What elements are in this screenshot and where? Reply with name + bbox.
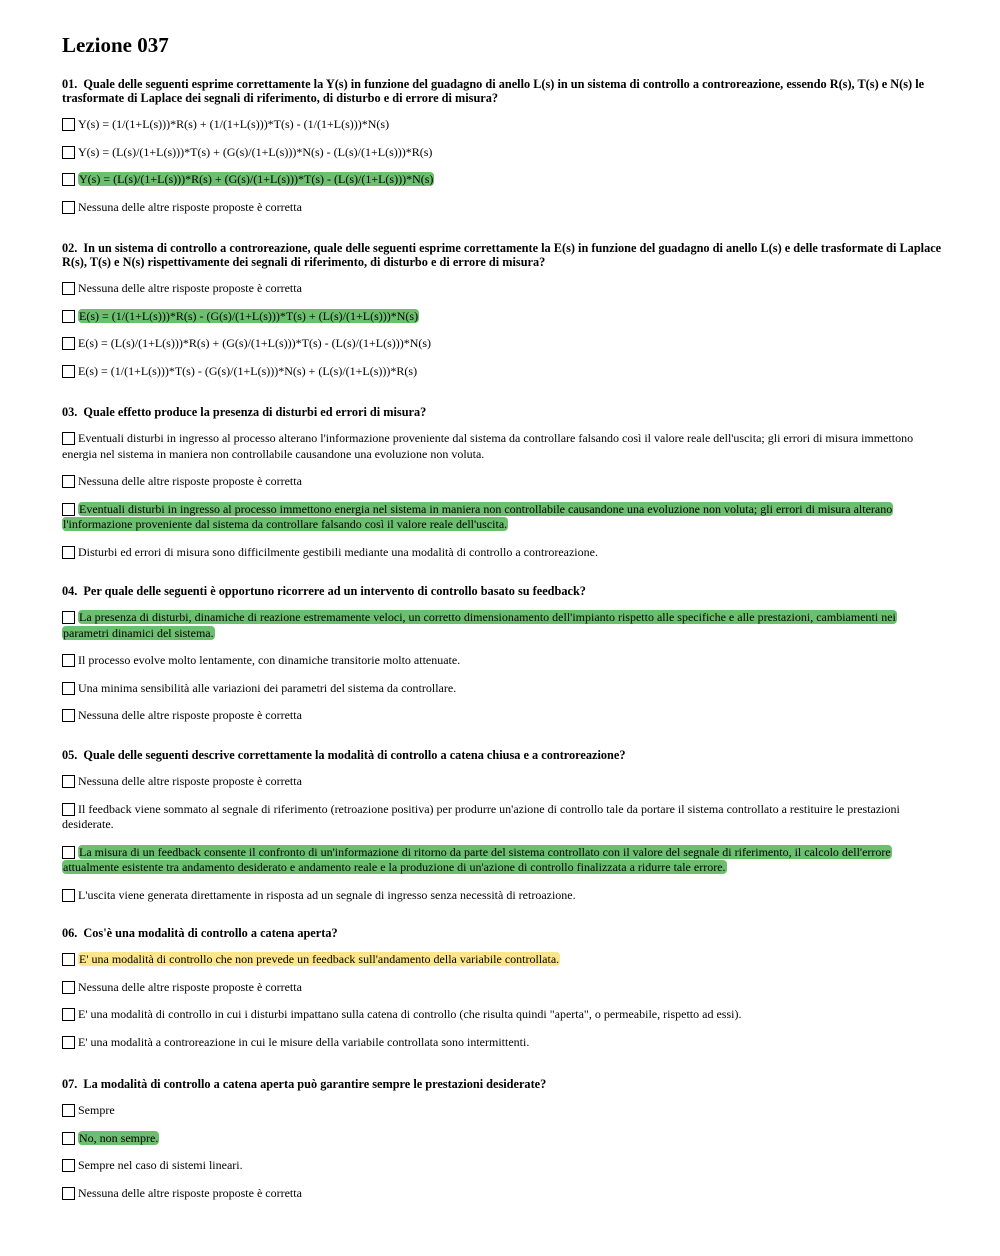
answer-text: Y(s) = (L(s)/(1+L(s)))*T(s) + (G(s)/(1+L(s)))*N(s) - (L(s)/(1+L(s)))*R(s): [78, 144, 433, 159]
question-header: [62, 748, 942, 762]
answer-checkbox[interactable]: [62, 201, 75, 214]
answer-checkbox[interactable]: [62, 775, 75, 788]
answer-checkbox[interactable]: [62, 365, 75, 378]
answer-options: [62, 117, 942, 215]
page-title: Lezione 037: [62, 33, 169, 57]
answer-text: Eventuali disturbi in ingresso al processo immettono energia nel sistema in maniera non controllabile causandone una evoluzione non voluta; gli errori di misura alterano l'informazione proveniente dal sistema da controllare falsando così il valore reale dell'uscita.: [63, 501, 893, 531]
answer-option[interactable]: [62, 888, 942, 904]
answer-option-correct[interactable]: [62, 1131, 942, 1147]
answer-option[interactable]: [62, 802, 942, 833]
answer-checkbox[interactable]: [62, 1036, 75, 1049]
question-03: [62, 405, 942, 572]
answer-option[interactable]: [62, 774, 942, 790]
answer-text: Nessuna delle altre risposte proposte è corretta: [78, 1185, 302, 1200]
answer-option-correct[interactable]: [62, 845, 942, 876]
answer-checkbox[interactable]: [62, 546, 75, 559]
answer-options: [62, 431, 942, 560]
answer-text: Y(s) = (1/(1+L(s)))*R(s) + (1/(1+L(s)))*T(s) - (1/(1+L(s)))*N(s): [78, 117, 390, 131]
question-header: [62, 584, 942, 598]
answer-text: Una minima sensibilità alle variazioni dei parametri del sistema da controllare.: [78, 680, 457, 695]
question-text: Quale delle seguenti esprime correttamente la Y(s) in funzione del guadagno di anello L(s) in un sistema di controllo a controreazione, essendo R(s), T(s) e N(s) le trasformate di Laplace dei segnali di riferimento, di disturbo e di errore di misura?: [62, 77, 925, 105]
answer-checkbox[interactable]: [62, 611, 75, 624]
question-text: Quale effetto produce la presenza di disturbi ed errori di misura?: [83, 405, 427, 419]
question-text: In un sistema di controllo a controreazione, quale delle seguenti esprime correttamente la E(s) in funzione del guadagno di anello L(s) e delle trasformate di Laplace R(s), T(s) e N(s) rispettivamente dei segnali di riferimento, di disturbo e di errore di misura?: [62, 241, 942, 269]
answer-option-correct[interactable]: [62, 172, 942, 188]
answer-option[interactable]: [62, 1186, 942, 1202]
answer-option[interactable]: [62, 117, 942, 133]
answer-option-correct[interactable]: [62, 610, 942, 641]
answer-option-highlighted[interactable]: [62, 952, 942, 968]
answer-text: Nessuna delle altre risposte proposte è corretta: [78, 474, 302, 488]
answer-option-correct[interactable]: [62, 502, 942, 533]
answer-option[interactable]: [62, 653, 942, 669]
answer-option[interactable]: [62, 1103, 942, 1119]
question-text: Quale delle seguenti descrive correttamente la modalità di controllo a catena chiusa e a controreazione?: [83, 748, 626, 762]
answer-text: Nessuna delle altre risposte proposte è corretta: [78, 281, 302, 295]
answer-text: La presenza di disturbi, dinamiche di reazione estremamente veloci, un corretto dimensionamento dell'impianto rispetto alle specifiche e alle prestazioni, cambiamenti nei parametri dinamici del sistema.: [63, 610, 896, 640]
question-header: [62, 405, 942, 419]
answer-option[interactable]: [62, 1035, 942, 1051]
answer-checkbox[interactable]: [62, 1187, 75, 1200]
answer-text: No, non sempre.: [79, 1130, 159, 1145]
answer-checkbox[interactable]: [62, 173, 75, 186]
answer-options: [62, 952, 942, 1050]
answer-option[interactable]: [62, 145, 942, 161]
answer-checkbox[interactable]: [62, 981, 75, 994]
question-number: 06.: [62, 926, 78, 940]
answer-option-correct[interactable]: [62, 309, 942, 325]
answer-text: Il feedback viene sommato al segnale di riferimento (retroazione positiva) per produrre un'azione di controllo tale da portare il sistema controllato a restituire le prestazioni desiderate.: [62, 801, 900, 831]
answer-option[interactable]: [62, 708, 942, 724]
answer-checkbox[interactable]: [62, 475, 75, 488]
answer-option[interactable]: [62, 980, 942, 996]
answer-text: Eventuali disturbi in ingresso al processo alterano l'informazione proveniente dal sistema da controllare falsando così il valore reale dell'uscita; gli errori di misura immettono energia nel sistema in maniera non controllabile causandone una evoluzione non voluta.: [62, 431, 914, 461]
question-header: [62, 77, 942, 105]
answer-options: [62, 1103, 942, 1201]
answer-text: Nessuna delle altre risposte proposte è corretta: [78, 708, 302, 722]
answer-text: La misura di un feedback consente il confronto di un'informazione di ritorno da parte del sistema controllato con il valore del segnale di riferimento, il calcolo dell'errore attualmente esistente tra andamento desiderato e andamento reale e la produzione di un'azione di controllo finalizzata a ridurre tale errore.: [63, 844, 891, 874]
answer-checkbox[interactable]: [62, 337, 75, 350]
answer-option[interactable]: [62, 474, 942, 490]
question-04: [62, 584, 942, 736]
answer-checkbox[interactable]: [62, 654, 75, 667]
answer-checkbox[interactable]: [62, 432, 75, 445]
answer-option[interactable]: [62, 431, 942, 462]
answer-options: [62, 774, 942, 903]
answer-checkbox[interactable]: [62, 803, 75, 816]
answer-checkbox[interactable]: [62, 846, 75, 859]
answer-checkbox[interactable]: [62, 310, 75, 323]
question-text: Per quale delle seguenti è opportuno ricorrere ad un intervento di controllo basato su feedback?: [83, 584, 586, 598]
question-07: [62, 1077, 942, 1213]
answer-text: Disturbi ed errori di misura sono difficilmente gestibili mediante una modalità di controllo a controreazione.: [78, 544, 598, 559]
question-number: 05.: [62, 748, 78, 762]
question-01: [62, 77, 942, 227]
answer-option[interactable]: [62, 281, 942, 297]
answer-checkbox[interactable]: [62, 282, 75, 295]
answer-text: E(s) = (1/(1+L(s)))*T(s) - (G(s)/(1+L(s)))*N(s) + (L(s)/(1+L(s)))*R(s): [78, 363, 418, 378]
answer-text: Sempre: [78, 1103, 115, 1117]
answer-checkbox[interactable]: [62, 1159, 75, 1172]
answer-option[interactable]: [62, 1007, 942, 1023]
answer-text: L'uscita viene generata direttamente in risposta ad un segnale di ingresso senza necessità di retroazione.: [78, 887, 576, 902]
answer-text: Sempre nel caso di sistemi lineari.: [78, 1158, 243, 1172]
answer-text: E' una modalità di controllo in cui i disturbi impattano sulla catena di controllo (che risulta quindi "aperta", o permeabile, rispetto ad essi).: [78, 1007, 742, 1021]
question-header: [62, 926, 942, 940]
answer-checkbox[interactable]: [62, 1008, 75, 1021]
question-header: [62, 1077, 942, 1091]
question-number: 02.: [62, 241, 78, 255]
question-05: [62, 748, 942, 915]
answer-text: Nessuna delle altre risposte proposte è corretta: [78, 979, 302, 994]
question-number: 07.: [62, 1077, 78, 1091]
answer-option[interactable]: [62, 200, 942, 216]
answer-text: Nessuna delle altre risposte proposte è corretta: [78, 774, 302, 788]
question-number: 01.: [62, 77, 78, 91]
answer-text: E' una modalità a controreazione in cui le misure della variabile controllata sono intermittenti.: [78, 1034, 530, 1049]
question-number: 04.: [62, 584, 78, 598]
answer-options: [62, 610, 942, 724]
question-header: [62, 241, 942, 269]
answer-checkbox[interactable]: [62, 889, 75, 902]
answer-options: [62, 281, 942, 379]
question-02: [62, 241, 942, 391]
question-06: [62, 926, 942, 1062]
answer-option[interactable]: [62, 545, 942, 561]
question-text: Cos'è una modalità di controllo a catena aperta?: [83, 926, 338, 940]
answer-option[interactable]: [62, 681, 942, 697]
answer-checkbox[interactable]: [62, 1132, 75, 1145]
question-text: La modalità di controllo a catena aperta può garantire sempre le prestazioni desiderate?: [83, 1077, 547, 1091]
answer-checkbox[interactable]: [62, 118, 75, 131]
answer-text: E' una modalità di controllo che non prevede un feedback sull'andamento della variabile controllata.: [79, 952, 560, 966]
answer-text: Il processo evolve molto lentamente, con dinamiche transitorie molto attenuate.: [78, 653, 461, 667]
answer-checkbox[interactable]: [62, 953, 75, 966]
question-number: 03.: [62, 405, 78, 419]
answer-option[interactable]: [62, 1158, 942, 1174]
answer-checkbox[interactable]: [62, 709, 75, 722]
answer-option[interactable]: [62, 364, 942, 380]
answer-text: E(s) = (L(s)/(1+L(s)))*R(s) + (G(s)/(1+L(s)))*T(s) - (L(s)/(1+L(s)))*N(s): [78, 336, 432, 350]
answer-text: Y(s) = (L(s)/(1+L(s)))*R(s) + (G(s)/(1+L(s)))*T(s) - (L(s)/(1+L(s)))*N(s): [79, 172, 434, 186]
answer-text: E(s) = (1/(1+L(s)))*R(s) - (G(s)/(1+L(s)))*T(s) + (L(s)/(1+L(s)))*N(s): [79, 308, 419, 323]
answer-option[interactable]: [62, 336, 942, 352]
answer-text: Nessuna delle altre risposte proposte è corretta: [78, 199, 302, 214]
answer-checkbox[interactable]: [62, 146, 75, 159]
answer-checkbox[interactable]: [62, 682, 75, 695]
answer-checkbox[interactable]: [62, 1104, 75, 1117]
answer-checkbox[interactable]: [62, 503, 75, 516]
